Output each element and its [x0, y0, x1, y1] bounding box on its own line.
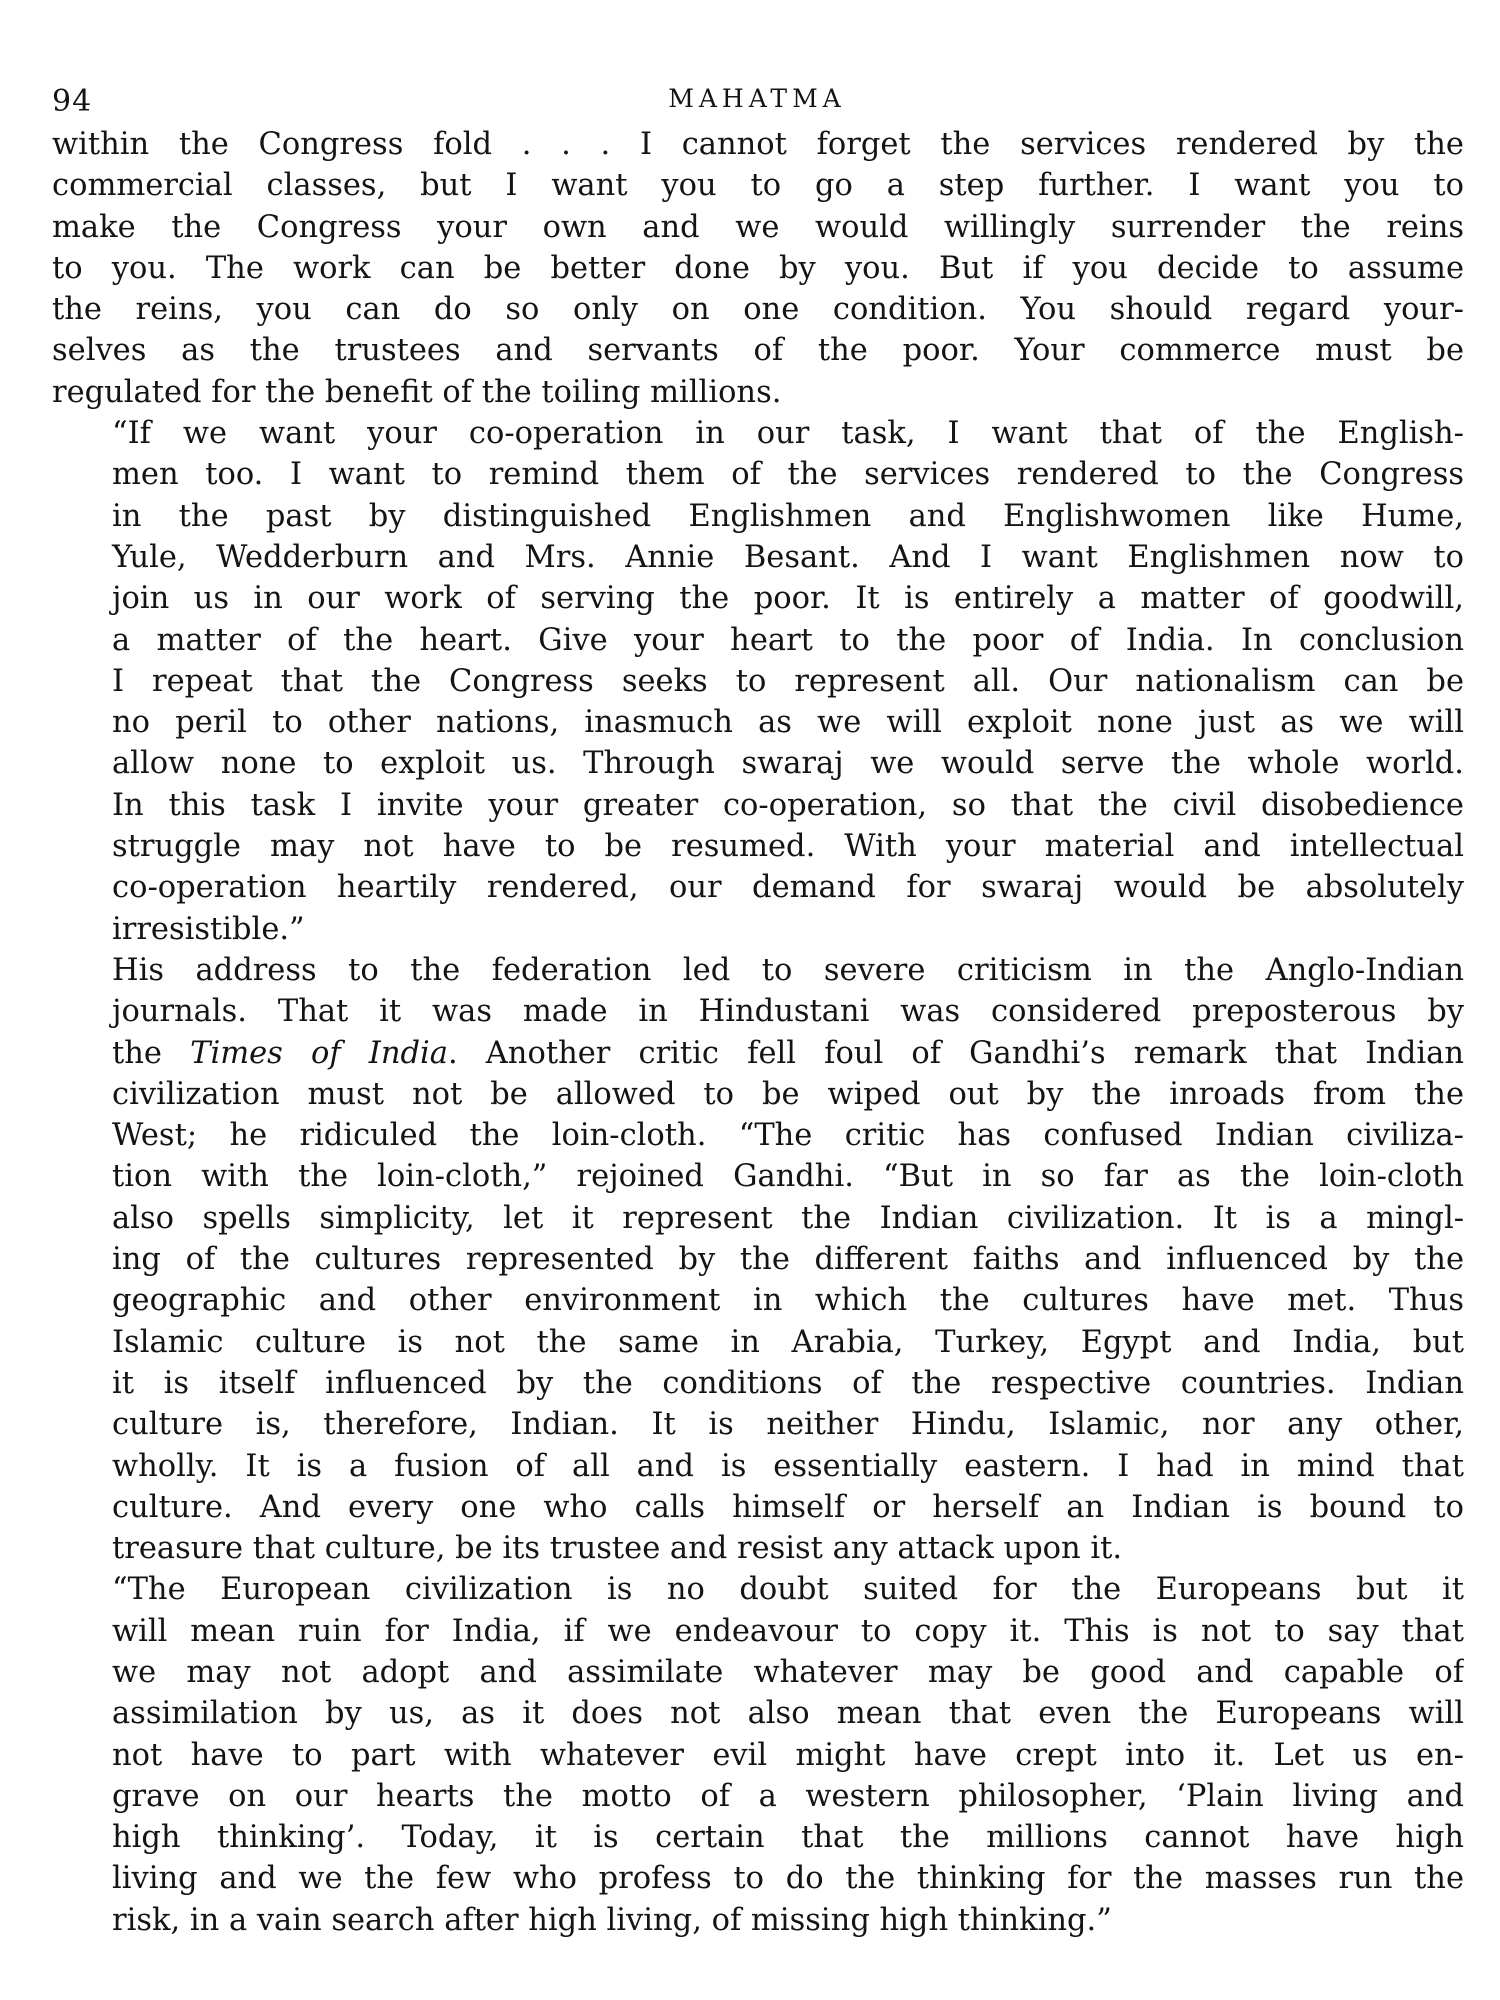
body-text — [52, 124, 1464, 1941]
text-line: regulated for the benefit of the toiling millions. — [52, 374, 782, 410]
text-line: will mean ruin for India, if we endeavour to copy it. This is not to say that — [112, 1613, 1464, 1649]
running-title: MAHATMA — [668, 84, 846, 113]
text-line: make the Congress your own and we would willingly surrender the reins — [52, 209, 1464, 245]
text-line: allow none to exploit us. Through swaraj we would serve the whole world. — [112, 746, 1464, 782]
text-line: struggle may not have to be resumed. With your material and intellectual — [112, 829, 1464, 865]
text-line: Islamic culture is not the same in Arabia, Turkey, Egypt and India, but — [112, 1324, 1464, 1360]
text-line: His address to the federation led to severe criticism in the Anglo-Indian — [112, 952, 1464, 988]
paragraph — [52, 413, 1464, 950]
text-line: within the Congress fold . . . I cannot forget the services rendered by the — [52, 127, 1464, 162]
paragraph — [52, 1569, 1464, 1941]
text-line — [52, 1033, 1464, 1074]
text-line: I repeat that the Congress seeks to represent all. Our nationalism can be — [112, 663, 1464, 699]
text-line: risk, in a vain search after high living, of missing high thinking.” — [112, 1902, 1112, 1938]
text-line: assimilation by us, as it does not also mean that even the Europeans will — [112, 1696, 1464, 1732]
text-line: wholly. It is a fusion of all and is essentially eastern. I had in mind that — [112, 1448, 1464, 1484]
text-fragment: the — [112, 1035, 191, 1071]
running-head — [52, 82, 1462, 122]
text-line: “The European civilization is no doubt suited for the Europeans but it — [112, 1572, 1464, 1608]
text-line: West; he ridiculed the loin-cloth. “The critic has confused Indian civiliza- — [112, 1118, 1464, 1154]
text-line: also spells simplicity, let it represent the Indian civilization. It is a mingl- — [112, 1200, 1464, 1236]
paragraph — [52, 950, 1464, 1569]
paragraph — [52, 124, 1464, 413]
newspaper-title: Times of India — [190, 1035, 448, 1071]
text-line: we may not adopt and assimilate whatever may be good and capable of — [112, 1654, 1464, 1690]
text-line: commercial classes, but I want you to go a step further. I want you to — [52, 168, 1464, 204]
text-line: the reins, you can do so only on one condition. You should regard your- — [52, 292, 1464, 328]
text-line: co-operation heartily rendered, our demand for swaraj would be absolutely — [112, 870, 1464, 906]
text-line: in the past by distinguished Englishmen and Englishwomen like Hume, — [112, 498, 1464, 534]
text-line: it is itself influenced by the conditions of the respective countries. Indian — [112, 1365, 1464, 1401]
text-line: Yule, Wedderburn and Mrs. Annie Besant. And I want Englishmen now to — [112, 539, 1464, 575]
text-line: tion with the loin-cloth,” rejoined Gandhi. “But in so far as the loin-cloth — [112, 1159, 1464, 1195]
text-line: ing of the cultures represented by the different faiths and influenced by the — [112, 1242, 1464, 1278]
text-line: culture is, therefore, Indian. It is neither Hindu, Islamic, nor any other, — [112, 1407, 1464, 1443]
text-line: journals. That it was made in Hindustani was considered preposterous by — [112, 994, 1464, 1030]
text-line: grave on our hearts the motto of a western philosopher, ‘Plain living and — [112, 1778, 1464, 1814]
text-line: living and we the few who profess to do the thinking for the masses run the — [112, 1861, 1464, 1897]
text-line: selves as the trustees and servants of the poor. Your commerce must be — [52, 333, 1464, 369]
text-fragment: . Another critic fell foul of Gandhi’s remark that Indian — [447, 1035, 1464, 1071]
text-line: join us in our work of serving the poor. It is entirely a matter of goodwill, — [112, 581, 1464, 617]
text-line: “If we want your co-operation in our task, I want that of the English- — [112, 416, 1464, 452]
text-line: irresistible.” — [112, 911, 305, 947]
text-line: high thinking’. Today, it is certain that the millions cannot have high — [112, 1820, 1464, 1856]
text-line: men too. I want to remind them of the services rendered to the Congress — [112, 457, 1464, 493]
text-line: civilization must not be allowed to be wiped out by the inroads from the — [112, 1076, 1464, 1112]
text-line: to you. The work can be better done by you. But if you decide to assume — [52, 250, 1464, 286]
text-line: In this task I invite your greater co-operation, so that the civil disobedience — [112, 787, 1464, 823]
text-line: geographic and other environment in which the cultures have met. Thus — [112, 1283, 1464, 1319]
text-line: culture. And every one who calls himself or herself an Indian is bound to — [112, 1489, 1464, 1525]
text-line: treasure that culture, be its trustee and resist any attack upon it. — [112, 1531, 1123, 1567]
text-line: no peril to other nations, inasmuch as we will exploit none just as we will — [112, 705, 1464, 741]
page-number: 94 — [52, 84, 93, 119]
text-line: not have to part with whatever evil might have crept into it. Let us en- — [112, 1737, 1464, 1773]
text-line: a matter of the heart. Give your heart to the poor of India. In conclusion — [112, 622, 1464, 658]
